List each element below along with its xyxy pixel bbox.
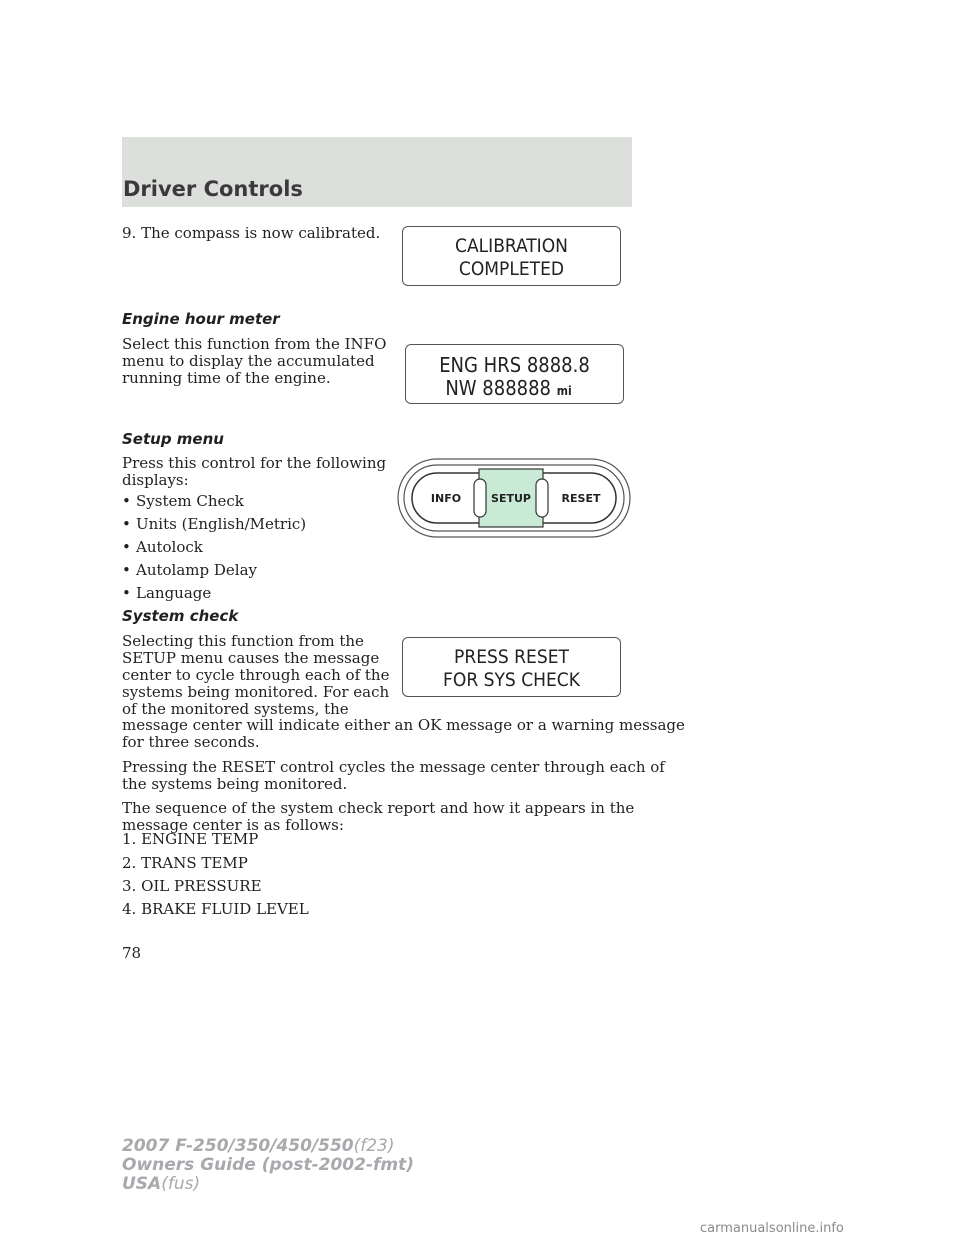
setup-item-system-check: • System Check	[122, 492, 244, 510]
setup-item-autolock: • Autolock	[122, 538, 203, 556]
section-title: Driver Controls	[123, 177, 303, 201]
footer-model-code: (f23)	[353, 1136, 395, 1156]
eng-hrs-line-2	[406, 376, 623, 400]
list-item-1: 1. ENGINE TEMP	[122, 830, 259, 848]
press-reset-line-2: FOR SYS CHECK	[443, 669, 580, 691]
setup-item-autolamp: • Autolamp Delay	[122, 561, 258, 579]
system-check-line-2: SETUP menu causes the message	[122, 649, 380, 667]
press-reset-display	[402, 637, 621, 697]
engine-hours-display	[405, 344, 624, 404]
system-check-heading: System check	[122, 607, 239, 625]
setup-menu-line-1: Press this control for the following	[122, 454, 387, 472]
calibration-line-2: COMPLETED	[458, 258, 565, 280]
watermark: carmanualsonline.info	[700, 1221, 844, 1236]
system-check-line-1: Selecting this function from the	[122, 632, 364, 650]
engine-hour-line-3: running time of the engine.	[122, 369, 331, 387]
calibration-display	[402, 226, 621, 286]
footer-model: 2007 F-250/350/450/550	[122, 1136, 354, 1156]
step-9-text: 9. The compass is now calibrated.	[122, 224, 381, 242]
list-item-2: 2. TRANS TEMP	[122, 854, 248, 872]
system-check-line-7: for three seconds.	[122, 733, 260, 751]
para3-line-1: The sequence of the system check report and how it appears in the	[122, 799, 635, 817]
eng-hrs-unit: mi	[556, 384, 572, 398]
setup-menu-line-2: displays:	[122, 471, 189, 489]
para2-line-1: Pressing the RESET control cycles the message center through each of	[122, 758, 665, 776]
eng-hrs-line-1: ENG HRS 8888.8	[439, 353, 590, 377]
footer-guide: Owners Guide (post-2002-fmt)	[122, 1155, 415, 1175]
setup-button-label: SETUP	[491, 492, 531, 505]
list-item-3: 3. OIL PRESSURE	[122, 877, 262, 895]
engine-hour-heading: Engine hour meter	[122, 310, 280, 328]
reset-button-label: RESET	[561, 492, 601, 505]
footer-region: USA	[122, 1174, 162, 1194]
system-check-line-5: of the monitored systems, the	[122, 700, 349, 718]
page-number: 78	[122, 944, 142, 962]
para3-line-2: message center is as follows:	[122, 816, 344, 834]
system-check-line-3: center to cycle through each of the	[122, 666, 390, 684]
system-check-line-4: systems being monitored. For each	[122, 683, 390, 701]
section-header	[122, 137, 632, 207]
system-check-line-6: message center will indicate either an OK message or a warning message	[122, 716, 685, 734]
calibration-line-1: CALIBRATION	[455, 235, 568, 257]
setup-menu-heading: Setup menu	[122, 430, 224, 448]
para2-line-2: the systems being monitored.	[122, 775, 348, 793]
setup-item-units: • Units (English/Metric)	[122, 515, 307, 533]
info-button-label: INFO	[430, 492, 462, 505]
eng-hrs-odometer: NW 888888	[445, 376, 551, 400]
engine-hour-line-1: Select this function from the INFO	[122, 335, 387, 353]
press-reset-line-1: PRESS RESET	[454, 646, 569, 668]
list-item-4: 4. BRAKE FLUID LEVEL	[122, 900, 309, 918]
engine-hour-line-2: menu to display the accumulated	[122, 352, 375, 370]
setup-item-language: • Language	[122, 584, 212, 602]
footer	[122, 1137, 414, 1194]
info-setup-reset-control-illustration	[394, 455, 634, 541]
footer-region-code: (fus)	[161, 1174, 201, 1194]
